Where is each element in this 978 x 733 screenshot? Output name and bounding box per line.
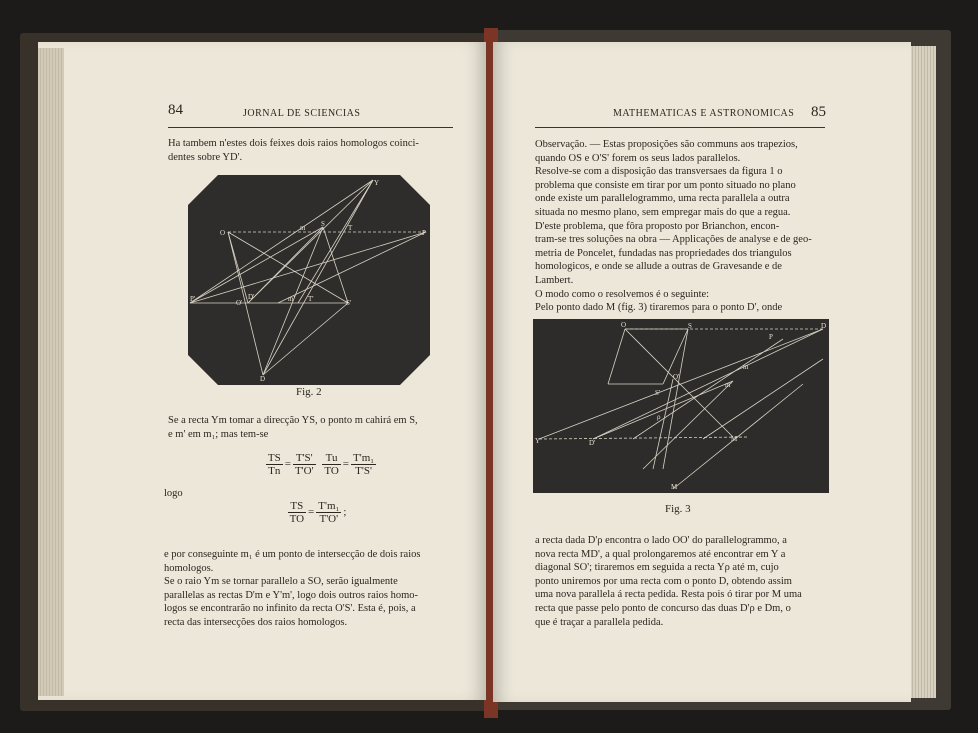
figure-label: S xyxy=(688,322,692,330)
figure-3-lines xyxy=(539,329,823,489)
running-head: JORNAL DE SCIENCIAS xyxy=(243,108,361,119)
left-page xyxy=(38,42,486,700)
figure-label: D xyxy=(821,322,827,330)
figure-label: S' xyxy=(346,299,352,307)
figure-label: S' xyxy=(655,389,661,397)
figure-label: Y xyxy=(374,179,380,187)
paragraph: Observação. — Estas proposições são communs aos trapezios, quando OS e O'S' forem os seus lados parallelos. Resolve-se com a disposição das transversaes da figura 1 o problema que consiste em tirar por um ponto situado no plano onde existe um parallelogrammo, uma recta parallela a outra situada no mesmo plano, sem empregar mais do que a regua. D'este problema, que fôra proposto por Brianchon, encon- tram-se tres soluções na obra — Applicações de analyse e de geo- metria de Poncelet, fundadas nas propriedades dos triangulos homologicos, e onde se allude a outras de Gravesande e de Lambert. O modo como o resolvemos é o seguinte: Pelo ponto dado M (fig. 3) tiraremos para o ponto D', onde xyxy=(535,139,812,314)
figure-3 xyxy=(533,319,829,493)
denominator: T'O' xyxy=(319,513,339,525)
equation-end: ; xyxy=(343,506,347,519)
figure-label: D' xyxy=(589,439,596,447)
figure-label: D' xyxy=(248,293,255,301)
figure-label: ρ xyxy=(657,413,661,421)
running-head: MATHEMATICAS E ASTRONOMICAS xyxy=(613,108,795,119)
paragraph: Se a recta Ym tomar a direcção YS, o ponto m cahirá em S, e m' em m₁; mas tem-se xyxy=(168,415,418,440)
equals-sign: = xyxy=(342,458,350,471)
equation xyxy=(276,500,356,525)
header-rule xyxy=(168,127,453,128)
logo-word: logo xyxy=(164,488,183,499)
figure-label: M xyxy=(671,483,678,491)
figure-label: D xyxy=(260,375,266,383)
figure-label: T xyxy=(348,224,353,232)
figure-caption: Fig. 3 xyxy=(665,503,691,515)
paragraph: a recta dada D'ρ encontra o lado OO' do parallelogrammo, a nova recta MD', a qual prolongaremos até encontrar em Y a diagonal SO'; tiraremos em seguida a recta Yρ até m, cujo ponto uniremos por uma recta com o ponto D, obtendo assim uma nova parallela á recta pedida. Resta pois ó tirar por M uma recta que passe pelo ponto de concurso das duas D'ρ e Dm, o que é traçar a parallela pedida. xyxy=(535,535,802,628)
right-page xyxy=(493,42,911,702)
figure-label: O xyxy=(220,229,226,237)
page-number: 85 xyxy=(811,104,826,120)
header-rule xyxy=(535,127,825,128)
figure-label: P xyxy=(769,333,773,341)
page-edges-left xyxy=(38,48,64,696)
figure-label: M' xyxy=(731,435,739,443)
denominator: TO xyxy=(289,513,305,525)
figure-label: T' xyxy=(308,295,314,303)
equals-sign: = xyxy=(284,458,291,471)
paragraph: e por conseguinte m₁ é um ponto de intersecção de dois raios homologos. Se o raio Ym se tornar parallelo a SO, serão igualmente parallelas as rectas D'm e Y'm', logo dois outros raios homo- logos se encontrarão no infinito da recta O'S'. Esta é, pois, a recta das intersecções dos raios homologos. xyxy=(164,549,421,628)
figure-label: P' xyxy=(190,295,196,303)
figure-label: O' xyxy=(236,299,243,307)
denominator: T'S' xyxy=(355,465,372,477)
figure-label: O xyxy=(621,321,627,329)
page-number: 84 xyxy=(168,102,183,118)
figure-label: m xyxy=(743,363,749,371)
equals-sign: = xyxy=(308,506,315,519)
numerator: T'S' xyxy=(293,452,316,465)
numerator: TS xyxy=(288,500,306,513)
numerator: TS xyxy=(267,452,281,464)
figure-caption: Fig. 2 xyxy=(296,386,322,398)
figure-label: m' xyxy=(725,381,732,389)
denominator: Tn xyxy=(268,465,281,477)
paragraph: Ha tambem n'estes dois feixes dois raios homologos coinci- dentes sobre YD'. xyxy=(168,138,419,163)
numerator: T'm₁ xyxy=(318,500,340,512)
figure-label: m' xyxy=(288,295,295,303)
figure-label: O' xyxy=(673,373,680,381)
figure-2 xyxy=(188,175,430,385)
equation xyxy=(246,452,396,477)
denominator: TO xyxy=(324,465,339,477)
figure-label: m xyxy=(300,224,306,232)
numerator: T'm₁ xyxy=(353,452,375,464)
figure-label: S xyxy=(321,220,325,228)
figure-label: P xyxy=(422,229,426,237)
numerator: Tu xyxy=(322,452,340,465)
denominator: T'O' xyxy=(294,465,314,477)
figure-label: Y xyxy=(535,437,541,445)
